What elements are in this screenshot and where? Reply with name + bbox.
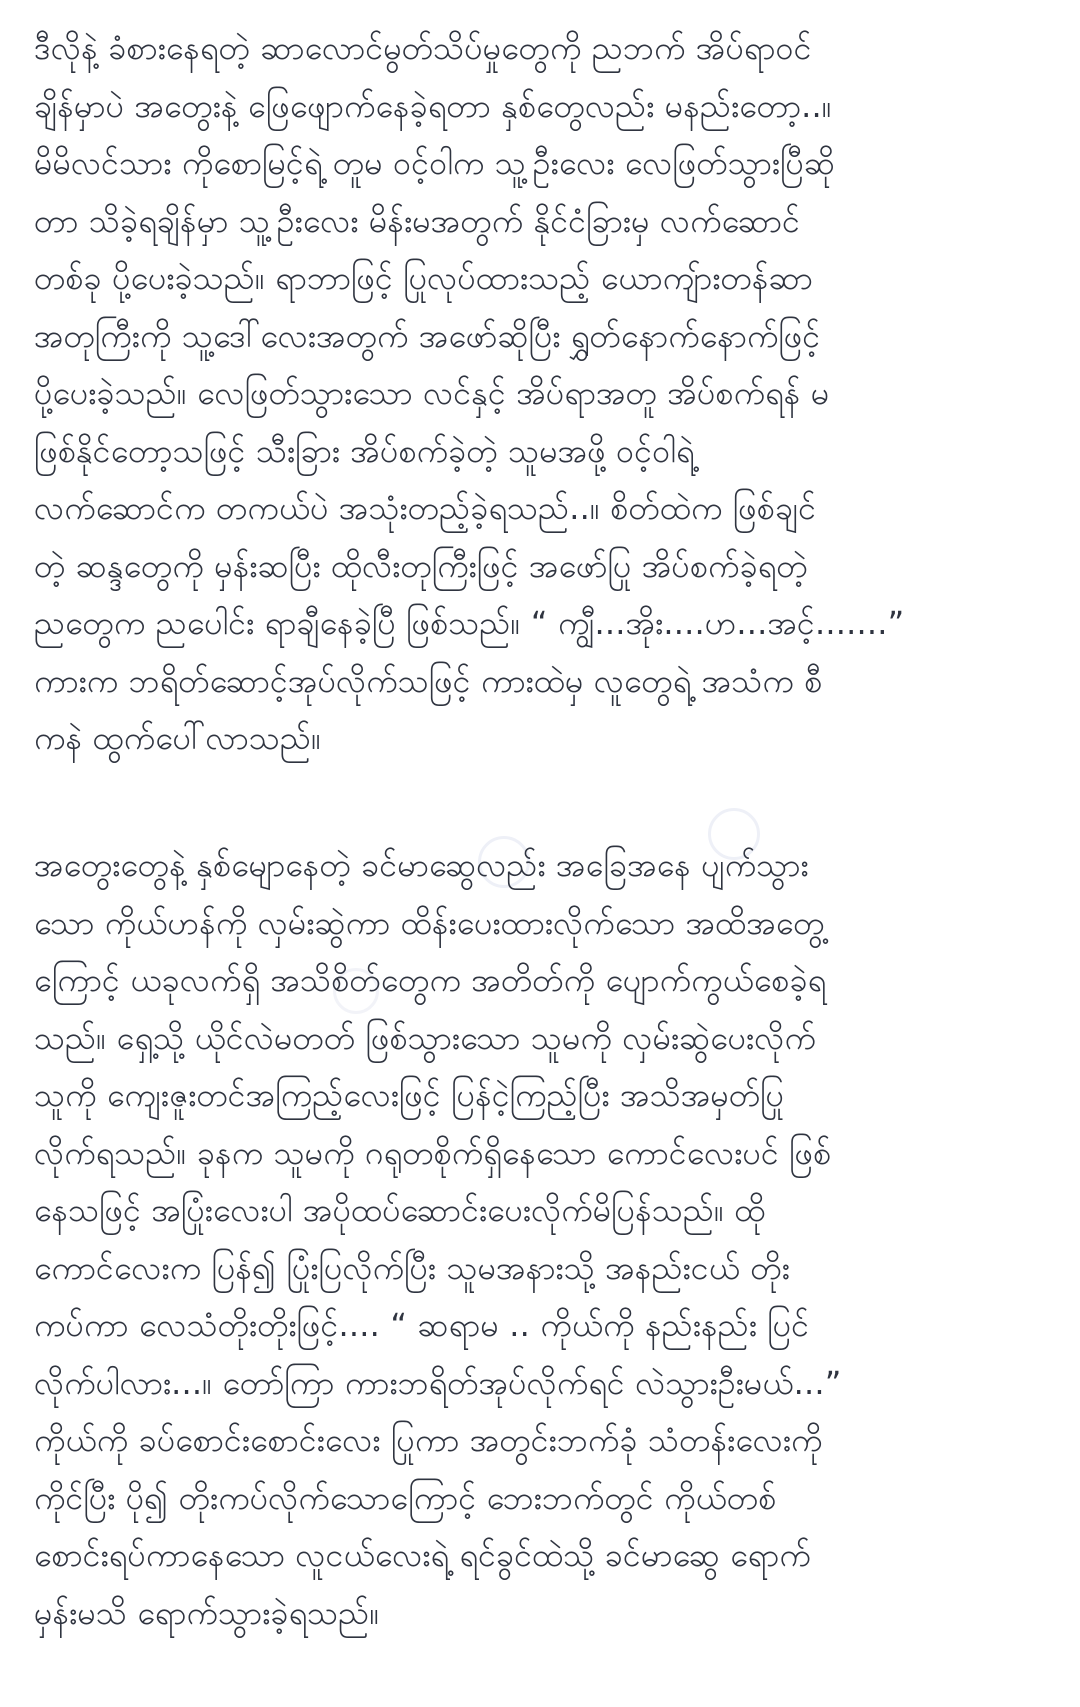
text-line: ညတွေက ညပေါင်း ရာချီနေခဲ့ပြီ ဖြစ်သည်။ “ ကျွီ...အိုး....ဟ...အင့်.......” xyxy=(34,604,905,642)
text-line: ကိုင်ပြီး ပို၍ တိုးကပ်လိုက်သောကြောင့် ဘေးဘက်တွင် ကိုယ်တစ် xyxy=(34,1478,777,1517)
story-paragraph-1 xyxy=(34,20,1044,768)
text-line: ကိုယ်ကို ခပ်စောင်းစောင်းလေး ပြုကာ အတွင်းဘက်ခုံ သံတန်းလေးကို xyxy=(34,1421,823,1459)
text-line: လိုက်ရသည်။ ခုနက သူမကို ဂရုတစိုက်ရှိနေသော ကောင်လေးပင် ဖြစ် xyxy=(34,1133,832,1172)
text-line: သည်။ ရှေ့သို့ ယိုင်လဲမတတ် ဖြစ်သွားသော သူမကို လှမ်းဆွဲပေးလိုက် xyxy=(34,1018,816,1057)
text-line: ဒီလိုနဲ့ ခံစားနေရတဲ့ ဆာလောင်မွတ်သိပ်မှုတွေကို ညဘက် အိပ်ရာဝင် xyxy=(34,29,812,67)
text-line: လက်ဆောင်က တကယ်ပဲ အသုံးတည့်ခဲ့ရသည်..။ စိတ်ထဲက ဖြစ်ချင် xyxy=(34,489,817,527)
text-line: စောင်းရပ်ကာနေသော လူငယ်လေးရဲ့ ရင်ခွင်ထဲသို့ ခင်မာဆွေ ရောက် xyxy=(34,1536,811,1574)
text-line: ကနဲ ထွက်ပေါ်လာသည်။ xyxy=(34,719,322,757)
text-line: အတုကြီးကို သူ့ဒေါ်လေးအတွက် အဖော်ဆိုပြီး ရွှတ်နောက်နောက်ဖြင့် xyxy=(34,316,821,355)
text-line: တဲ့ ဆန္ဒတွေကို မှန်းဆပြီး ထိုလီးတုကြီးဖြင့် အဖော်ပြု အိပ်စက်ခဲ့ရတဲ့ xyxy=(34,546,808,585)
text-line: သူကို ကျေးဇူးတင်အကြည့်လေးဖြင့် ပြန်ငဲ့ကြည့်ပြီး အသိအမှတ်ပြု xyxy=(34,1076,785,1114)
story-paragraph-2 xyxy=(34,837,1044,1642)
text-line: ပို့ပေးခဲ့သည်။ လေဖြတ်သွားသော လင်နှင့် အိပ်ရာအတူ အိပ်စက်ရန် မ xyxy=(34,374,830,412)
text-line: မိမိလင်သား ကိုစောမြင့်ရဲ့ တူမ ဝင့်ဝါက သူ့ဦးလေး လေဖြတ်သွားပြီဆို xyxy=(34,144,836,182)
text-line: ချိန်မှာပဲ အတွေးနဲ့ ဖြေဖျောက်နေခဲ့ရတာ နှစ်တွေလည်း မနည်းတော့..။ xyxy=(34,86,832,125)
text-line: ကြောင့် ယခုလက်ရှိ အသိစိတ်တွေက အတိတ်ကို ပျောက်ကွယ်စေခဲ့ရ xyxy=(34,961,827,999)
text-line: ကောင်လေးက ပြန်၍ ပြုံးပြလိုက်ပြီး သူမအနားသို့ အနည်းငယ် တိုး xyxy=(34,1248,790,1287)
text-line: နေသဖြင့် အပြုံးလေးပါ အပိုထပ်ဆောင်းပေးလိုက်မိပြန်သည်။ ထို xyxy=(34,1191,766,1229)
text-line: တာ သိခဲ့ရချိန်မှာ သူ့ဦးလေး မိန်းမအတွက် နိုင်ငံခြားမှ လက်ဆောင် xyxy=(34,201,801,240)
text-line: ကပ်ကာ လေသံတိုးတိုးဖြင့်.... “ ဆရာမ .. ကိုယ်ကို နည်းနည်း ပြင် xyxy=(34,1306,810,1344)
text-line: ဖြစ်နိုင်တော့သဖြင့် သီးခြား အိပ်စက်ခဲ့တဲ့ သူမအဖို့ ဝင့်ဝါရဲ့ xyxy=(34,431,695,470)
text-line: သော ကိုယ်ဟန်ကို လှမ်းဆွဲကာ ထိန်းပေးထားလိုက်သော အထိအတွေ့ xyxy=(34,903,825,942)
text-line: အတွေးတွေနဲ့ နှစ်မျောနေတဲ့ ခင်မာဆွေလည်း အခြေအနေ ပျက်သွား xyxy=(34,846,809,884)
text-line: ကားက ဘရိတ်ဆောင့်အုပ်လိုက်သဖြင့် ကားထဲမှ လူတွေရဲ့ အသံက စီ xyxy=(34,661,823,700)
text-line: လိုက်ပါလား...။ တော်ကြာ ကားဘရိတ်အုပ်လိုက်ရင် လဲသွားဦးမယ်...” xyxy=(34,1363,842,1402)
text-line: တစ်ခု ပို့ပေးခဲ့သည်။ ရာဘာဖြင့် ပြုလုပ်ထားသည့် ယောကျ်ားတန်ဆာ xyxy=(34,259,813,297)
text-line: မှန်းမသိ ရောက်သွားခဲ့ရသည်။ xyxy=(34,1593,380,1632)
